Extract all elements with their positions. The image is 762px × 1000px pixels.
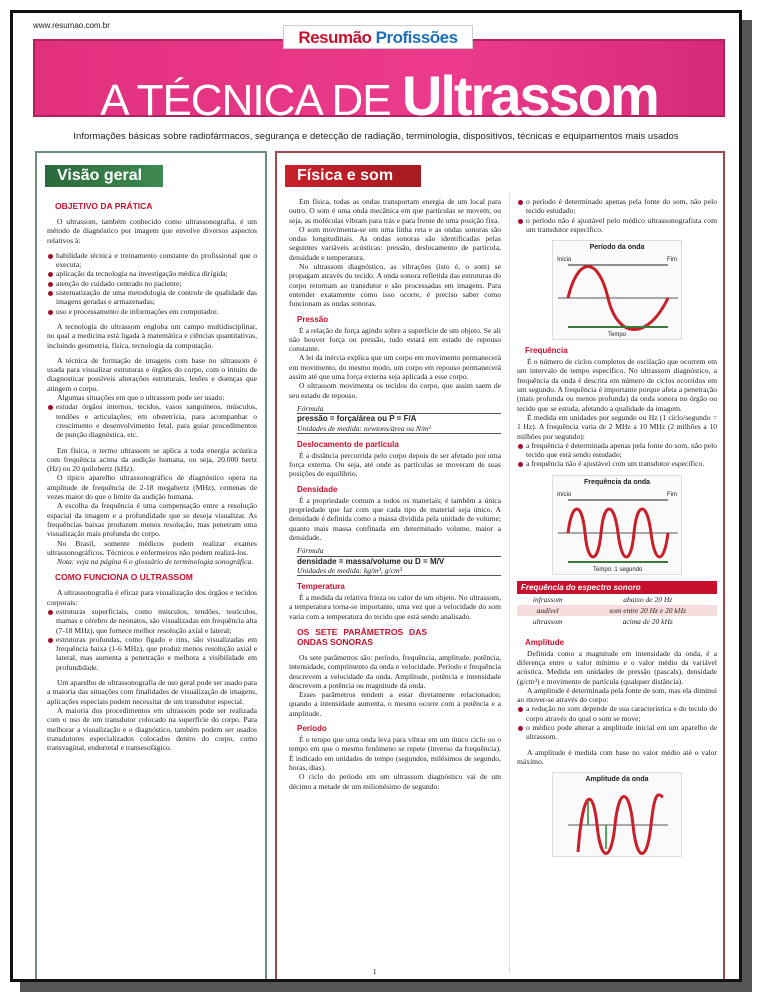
note: Nota: veja na página 6 o glossário de terminologia sonográfica. <box>57 557 254 567</box>
list-item: a frequência é determinada apenas pela fonte do som, não pelo tecido que está sendo estudado; <box>517 441 717 460</box>
frequency-wave-graphic <box>553 496 683 566</box>
list-item: o período não é ajustável pelo médico ultrassonografista com um transdutor específico. <box>517 216 717 235</box>
figure-title: Frequência da onda <box>583 478 651 486</box>
paragraph: A técnica de formação de imagens com base no ultrassom é usada para visualizar estruturas e órgãos do corpo, com o intuito de diagnosticar possíveis alterações estruturais, lesões e doenças que atingem o corpo. <box>47 355 257 393</box>
formula-text: densidade = massa/volume ou D = M/V <box>297 556 445 566</box>
paragraph: É a relação de força agindo sobre a superfície de um objeto. Se ali não houver força ou pressão, tudo estará em estado de repouso constante. <box>289 325 501 354</box>
cell: infrassom <box>532 594 563 604</box>
physics-column-1 <box>289 197 501 797</box>
formula-label: Fórmula <box>297 404 501 414</box>
paragraph: A lei da inércia explica que um corpo em movimento permanecerá em movimento, do mesmo modo, um corpo em repouso permanecerá assim até que uma força externa seja aplicada a esse corpo. <box>289 353 501 382</box>
start-label: Início <box>557 491 572 498</box>
paragraph: O ultrassom, também conhecido como ultrassonografia, é um método de diagnóstico por imagem que envolve diversos aspectos relativos à: <box>47 217 257 245</box>
heading-objetivo: OBJETIVO DA PRÁTICA <box>55 201 153 211</box>
list-item: estruturas superficiais, como músculos, tendões, testículos, mamas e cérebro de neonatos, são visualizadas em frequência alta (7-18 MHz), que fornece melhor resolução axial e lateral; <box>47 607 257 635</box>
list-item: estruturas profundas, como fígado e rins, são visualizadas em frequência baixa (1-6 MHz), que produz menos resolução axial e lateral, mas aumenta a penetração e melhora a visibilidade em profundidade. <box>47 635 257 672</box>
formula-pressure <box>297 404 501 434</box>
list-item: atenção do cuidado centrado no paciente; <box>47 279 257 288</box>
list-item: o período é determinado apenas pela fonte do som, não pelo tecido estudado; <box>517 197 717 216</box>
brand-part2: Profissões <box>375 28 458 47</box>
title-emphasis: Ultrassom <box>401 64 658 127</box>
list-item: a redução no som depende de sua característica e do tecido do corpo através do qual o som se move; <box>517 704 717 723</box>
formula-text: pressão = força/área ou P = F/A <box>297 414 417 424</box>
cell: ultrassom <box>532 617 563 627</box>
formula-density <box>297 546 501 576</box>
paragraph: No ultrassom diagnóstico, as vibrações (isto é, o som) se propagam através do tecido. A onda sonora refletida das estruturas do corpo retornam ao transdutor e são processadas em imagens. Para entender exatamente como isso ocorre, é preciso saber como funcionam as ondas sonoras. <box>289 262 501 309</box>
figure-title: Amplitude da onda <box>585 776 649 784</box>
physics-panel <box>275 151 725 981</box>
bullet-list <box>47 607 257 672</box>
heading-sete-parametros: OS SETE PARÂMETROS DAS ONDAS SONORAS <box>297 626 427 647</box>
paragraph: Em física, todas as ondas transportam energia de um local para outro. O som é uma onda mecânica em que partículas se movem; ou seja, as moléculas vibram para trás e para frente de uma posição fixa. <box>289 197 501 225</box>
paragraph: É a distância percorrida pelo corpo depois de ser afetado por uma força externa. Ou seja, até onde as partículas se moveram de suas posições de equilíbrio. <box>289 450 501 479</box>
bullet-list <box>47 402 257 439</box>
table-row <box>517 594 717 605</box>
paragraph: O ciclo do período em um ultrassom diagnóstico vai de um décimo a metade de um milionésimo de segundo: <box>289 772 501 791</box>
paragraph: A amplitude é determinada pela fonte de som, mas ela diminui ao mover-se através do corpo: <box>517 685 717 705</box>
brand-part1: Resumão <box>298 28 372 47</box>
paragraph: É o número de ciclos completos de oscilação que ocorrem em um intervalo de tempo específico. No ultrassom diagnóstico, a frequência da onda é descrita em número de ciclos ocorridos em um segundo. A frequência é importante porque afeta a penetração (mais profunda ou menos profunda) da onda sonora no órgão ou tecido que se estuda, afetando a qualidade da imagem. <box>517 357 717 413</box>
paragraph: A maioria dos procedimentos em ultrassom pode ser realizada com o uso de um transdutor colocado na superfície do corpo. Para melhorar a visualização e o diagnóstico, também podem ser usados transdutores especializados colocados dentro do corpo, como transvaginal, endorretal e transesofágico. <box>47 705 257 753</box>
title-banner <box>33 39 725 127</box>
paragraph: No Brasil, somente médicos podem realizar exames ultrassonográficos. Técnicos e enfermeiros não podem realizá-los. <box>47 538 257 557</box>
heading-frequencia: Frequência <box>525 346 568 356</box>
table-title: Frequência do espectro sonoro <box>517 581 717 594</box>
figure-frequency <box>552 475 682 575</box>
overview-panel <box>35 151 267 981</box>
paragraph: A escolha da frequência é uma compensação entre a resolução espacial da imagem e a profundidade que se deseja visualizar. As frequências baixas produzem menos resolução, mas penetram uma visualização mais profunda do corpo. <box>47 501 257 539</box>
figure-title: Período da onda <box>589 244 645 252</box>
paragraph: É o tempo que uma onda leva para vibrar em um único ciclo ou o tempo em que o mesmo fenômeno se repete (inverso da frequência). É indicado em unidades de tempo (segundos, milésimos de segundo, horas, dias). <box>289 735 501 772</box>
website-url: www.resumao.com.br <box>33 21 110 30</box>
list-item: a frequência não é ajustável com um transdutor específico. <box>517 459 717 468</box>
title-prefix: A TÉCNICA DE <box>100 76 391 125</box>
list-item: habilidade técnica e treinamento constante do profissional que o executa; <box>47 251 257 270</box>
paragraph: A amplitude é medida com base no valor médio até o valor máximo. <box>517 747 717 766</box>
page-title <box>35 63 723 128</box>
brand-logo <box>283 25 473 49</box>
section-header-physics: Física e som <box>285 165 421 187</box>
amplitude-wave-graphic <box>553 787 683 857</box>
table-row <box>517 616 717 627</box>
sound-spectrum-table <box>517 581 717 628</box>
paragraph: A tecnologia do ultrassom engloba um campo multidisciplinar, no qual a medicina está ligada à matemática e ciências quantitativas, incluindo geometria, física, tecnologia da computação. <box>47 321 257 350</box>
start-label: Início <box>557 257 572 264</box>
paragraph: Definida como a magnitude em intensidade da onda, é a diferença entre o valor mínimo e o valor médio da variável acústica. Medida em unidades de pressão (pascals), densidade (g/cm³) e movimento de partícula (qualquer distância). <box>517 648 717 686</box>
bullet-list <box>47 251 257 316</box>
figure-amplitude <box>552 772 682 857</box>
bullet-list <box>517 197 717 234</box>
list-item: uso e processamento de informações em computador. <box>47 307 257 316</box>
cell: acima de 20 kHz <box>622 617 673 627</box>
heading-temperatura: Temperatura <box>297 582 345 592</box>
paragraph: É medida em unidades por segundo ou Hz (1 ciclo/segundo = 1 Hz). A frequência varia de 2 MHz a 10 MHz (2 milhões a 10 milhões por segundo): <box>517 412 717 441</box>
figure-period <box>552 240 682 340</box>
end-label: Fim <box>667 491 677 498</box>
column-divider <box>509 193 510 973</box>
paragraph: Esses parâmetros tendem a estar diretamente relacionados; quando a intensidade aumenta, o mesmo ocorre com a potência e a amplitude. <box>289 690 501 718</box>
page-number: 1 <box>373 968 377 976</box>
formula-units: Unidades de medida: kg/m³, g/cm³ <box>297 565 402 575</box>
bullet-list <box>517 441 717 469</box>
formula-label: Fórmula <box>297 546 501 556</box>
cell: som entre 20 Hz e 20 kHz <box>578 605 717 616</box>
axis-label: Tempo <box>608 332 627 339</box>
heading-deslocamento: Deslocamento de partícula <box>297 439 399 449</box>
paragraph: Um aparelho de ultrassonografia de uso geral pode ser usado para a maioria das situações com finalidades de visualização de imagens, aplicações especiais podem necessitar de um transdutor especial. <box>47 678 257 706</box>
subtitle: Informações básicas sobre radiofármacos, segurança e detecção de radiação, terminologia, dispositivos, técnicas e equipamentos mais usados <box>73 131 679 142</box>
paragraph: É a medida da relativa frieza ou calor de um objeto. No ultrassom, a temperatura torna-se importante, uma vez que a velocidade do som varia com a temperatura do tecido que está sendo analisado. <box>289 593 501 621</box>
paragraph: O som movimenta-se em uma linha reta e as ondas sonoras são ondas longitudinais. As ondas sonoras são identificadas pelas seguintes variáveis acústicas: pressão, deslocamento de partícula, densidade e temperatura. <box>289 224 501 262</box>
formula-units: Unidades de medida: newtons/área ou N/m² <box>297 423 431 433</box>
paragraph: O ultrassom movimenta os tecidos do corpo, que assim saem de seu estado de repouso. <box>289 381 501 400</box>
cell: audível <box>517 605 578 616</box>
axis-label: Tempo: 1 segundo <box>593 566 643 573</box>
cell: abaixo de 20 Hz <box>623 594 673 604</box>
paragraph: O típico aparelho ultrassonográfico de diagnóstico opera na amplitude de frequência de 2-18 megahertz (MHz), centenas de vezes maior do que o limite da audição humana. <box>47 473 257 502</box>
heading-pressao: Pressão <box>297 314 329 324</box>
end-label: Fim <box>667 257 677 264</box>
study-sheet <box>10 10 742 982</box>
heading-amplitude: Amplitude <box>525 637 565 647</box>
list-item: sistematização de uma metodologia de controle de qualidade das imagens geradas e armazenadas; <box>47 288 257 307</box>
list-item: estudar órgãos internos, tecidos, vasos sanguíneos, músculos, tendões e articulações; em obstetrícia, para acompanhar o crescimento e desenvolvimento fetal, para guiar procedimentos de punção diagnóstica, etc. <box>47 402 257 439</box>
paragraph: A ultrassonografia é eficaz para visualização dos órgãos e tecidos corporais: <box>47 588 257 607</box>
overview-column <box>47 195 257 758</box>
heading-periodo: Período <box>297 724 327 734</box>
paragraph: Em física, o termo ultrassom se aplica a toda energia acústica com frequência acima da audição humana, ou seja, 20.000 hertz (Hz) ou 20 quilohertz (kHz). <box>47 445 257 474</box>
bullet-list <box>517 704 717 741</box>
heading-como-funciona: COMO FUNCIONA O ULTRASSOM <box>55 572 193 583</box>
list-item: o médico pode alterar a amplitude inicial em um aparelho de ultrassom. <box>517 723 717 742</box>
paragraph: Os sete parâmetros são: período, frequência, amplitude, potência, intensidade, comprimento da onda e velocidade. Período e frequência descrevem a velocidade da onda. Amplitude, potência e intensidade descrevem a potência ou magnitude da onda. <box>289 652 501 690</box>
section-header-overview: Visão geral <box>45 165 163 187</box>
paragraph: É a propriedade comum a todos os materiais; é também a única propriedade que faz com que cada tipo de material seja único. A densidade é definida como a massa dividida pela unidade de volume; quanto mais massa confinada em determinado volume, maior a densidade. <box>289 495 501 542</box>
heading-densidade: Densidade <box>297 484 338 494</box>
paragraph: Algumas situações em que o ultrassom pode ser usado: <box>57 393 225 403</box>
list-item: aplicação da tecnologia na investigação médica dirigida; <box>47 269 257 278</box>
physics-column-2 <box>517 197 717 863</box>
table-row <box>517 605 717 616</box>
period-wave-graphic <box>553 261 683 331</box>
